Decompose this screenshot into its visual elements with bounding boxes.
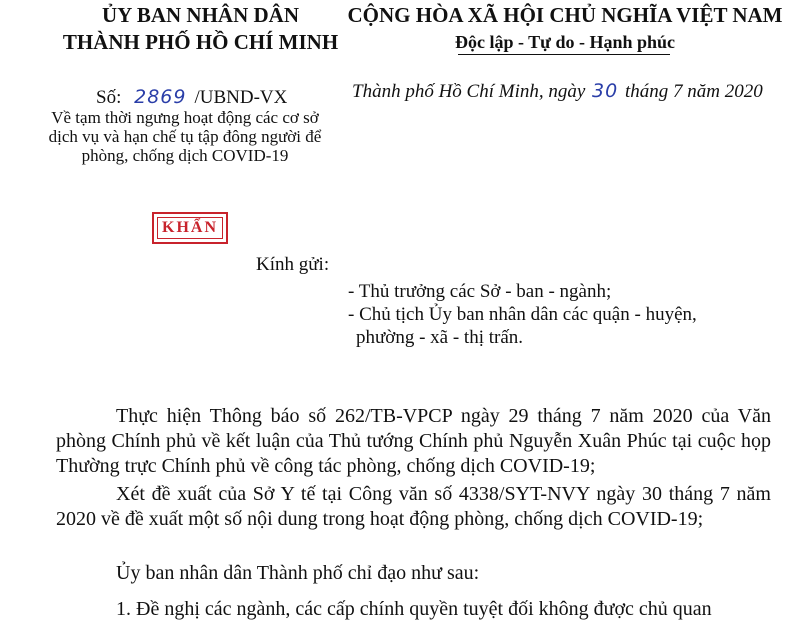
recipient-item: - Thủ trưởng các Sở - ban - ngành;: [348, 281, 612, 302]
document-number-prefix: Số:: [96, 87, 122, 108]
national-motto: Độc lập - Tự do - Hạnh phúc: [454, 32, 676, 52]
stamp-inner-border: [157, 217, 223, 239]
document-date: [352, 80, 763, 103]
date-prefix: Thành phố Hồ Chí Minh, ngày: [352, 81, 586, 102]
urgent-stamp: [152, 212, 228, 244]
national-header: [335, 2, 795, 56]
recipient-item: - Chủ tịch Ủy ban nhân dân các quận - huyện,: [348, 304, 697, 325]
document-subject: Về tạm thời ngưng hoạt động các cơ sở dịch vụ và hạn chế tụ tập đông người để phòng, chống dịch COVID-19: [48, 108, 322, 165]
document-number-suffix: /UBND-VX: [194, 87, 288, 108]
body-paragraph: Xét đề xuất của Sở Y tế tại Công văn số 4338/SYT-NVY ngày 30 tháng 7 năm 2020 về đề xuất một số nội dung trong hoạt động phòng, chống dịch COVID-19;: [56, 483, 771, 530]
handwritten-day: 30: [592, 80, 619, 102]
body-paragraph: Ủy ban nhân dân Thành phố chỉ đạo như sau:: [116, 562, 480, 584]
document-number: [96, 86, 287, 109]
addressee-label: Kính gửi:: [256, 254, 330, 275]
agency-line-2: THÀNH PHỐ HỒ CHÍ MINH: [62, 30, 339, 54]
date-suffix: tháng 7 năm 2020: [624, 81, 763, 102]
issuing-agency: [28, 2, 373, 56]
country-name: CỘNG HÒA XÃ HỘI CHỦ NGHĨA VIỆT NAM: [347, 3, 783, 27]
body-paragraph: Thực hiện Thông báo số 262/TB-VPCP ngày 29 tháng 7 năm 2020 của Văn phòng Chính phủ về kết luận của Thủ tướng Chính phủ Nguyễn Xuân Phúc tại cuộc họp Thường trực Chính phủ về công tác phòng, chống dịch COVID-19;: [56, 405, 771, 477]
recipient-list: [348, 280, 697, 349]
motto-underline: [458, 54, 670, 55]
agency-line-1: ỦY BAN NHÂN DÂN: [102, 3, 299, 27]
recipient-item: phường - xã - thị trấn.: [356, 327, 524, 348]
stamp-label: KHẨN: [162, 219, 218, 236]
handwritten-number: 2869: [134, 86, 187, 108]
body-paragraph: 1. Đề nghị các ngành, các cấp chính quyền tuyệt đối không được chủ quan: [116, 598, 712, 620]
